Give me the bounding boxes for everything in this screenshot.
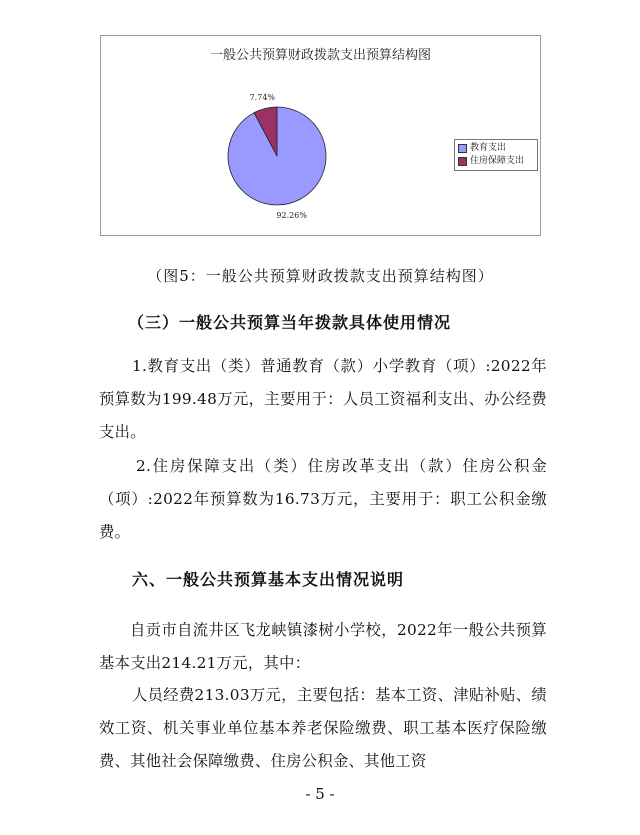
paragraph-housing-expense: 2.住房保障支出（类）住房改革支出（款）住房公积金（项）:2022年预算数为16.73万元，主要用于：职工公积金缴费。 (99, 457, 547, 541)
paragraph-basic-expense: 自贡市自流井区飞龙峡镇漆树小学校，2022年一般公共预算基本支出214.21万元，其中： (99, 621, 547, 672)
section-heading-6: 六、一般公共预算基本支出情况说明 (132, 570, 405, 589)
legend-label-housing: 住房保障支出 (470, 156, 525, 166)
figure-caption: （图5：一般公共预算财政拨款支出预算结构图） (147, 267, 494, 285)
legend-item-housing (458, 155, 534, 168)
data-label-housing: 7.74% (249, 92, 276, 102)
chart-title: 一般公共预算财政拨款支出预算结构图 (209, 48, 431, 63)
legend-swatch-housing (458, 157, 467, 166)
legend-label-education: 教育支出 (470, 143, 507, 153)
legend-item-education (458, 142, 534, 155)
paragraph-personnel-expense: 人员经费213.03万元，主要包括：基本工资、津贴补贴、绩效工资、机关事业单位基本养老保险缴费、职工基本医疗保险缴费、其他社会保障缴费、住房公积金、其他工资 (99, 686, 547, 770)
pie-chart-svg (101, 36, 542, 237)
paragraph-education-expense: 1.教育支出（类）普通教育（款）小学教育（项）:2022年预算数为199.48万元，主要用于：人员工资福利支出、办公经费支出。 (99, 357, 547, 441)
section-heading-3: （三）一般公共预算当年拨款具体使用情况 (128, 313, 452, 332)
pie-chart (100, 35, 541, 236)
page-number: - 5 - (305, 785, 335, 803)
legend-swatch-education (458, 144, 467, 153)
data-label-education: 92.26% (276, 211, 307, 221)
chart-legend (454, 139, 538, 171)
